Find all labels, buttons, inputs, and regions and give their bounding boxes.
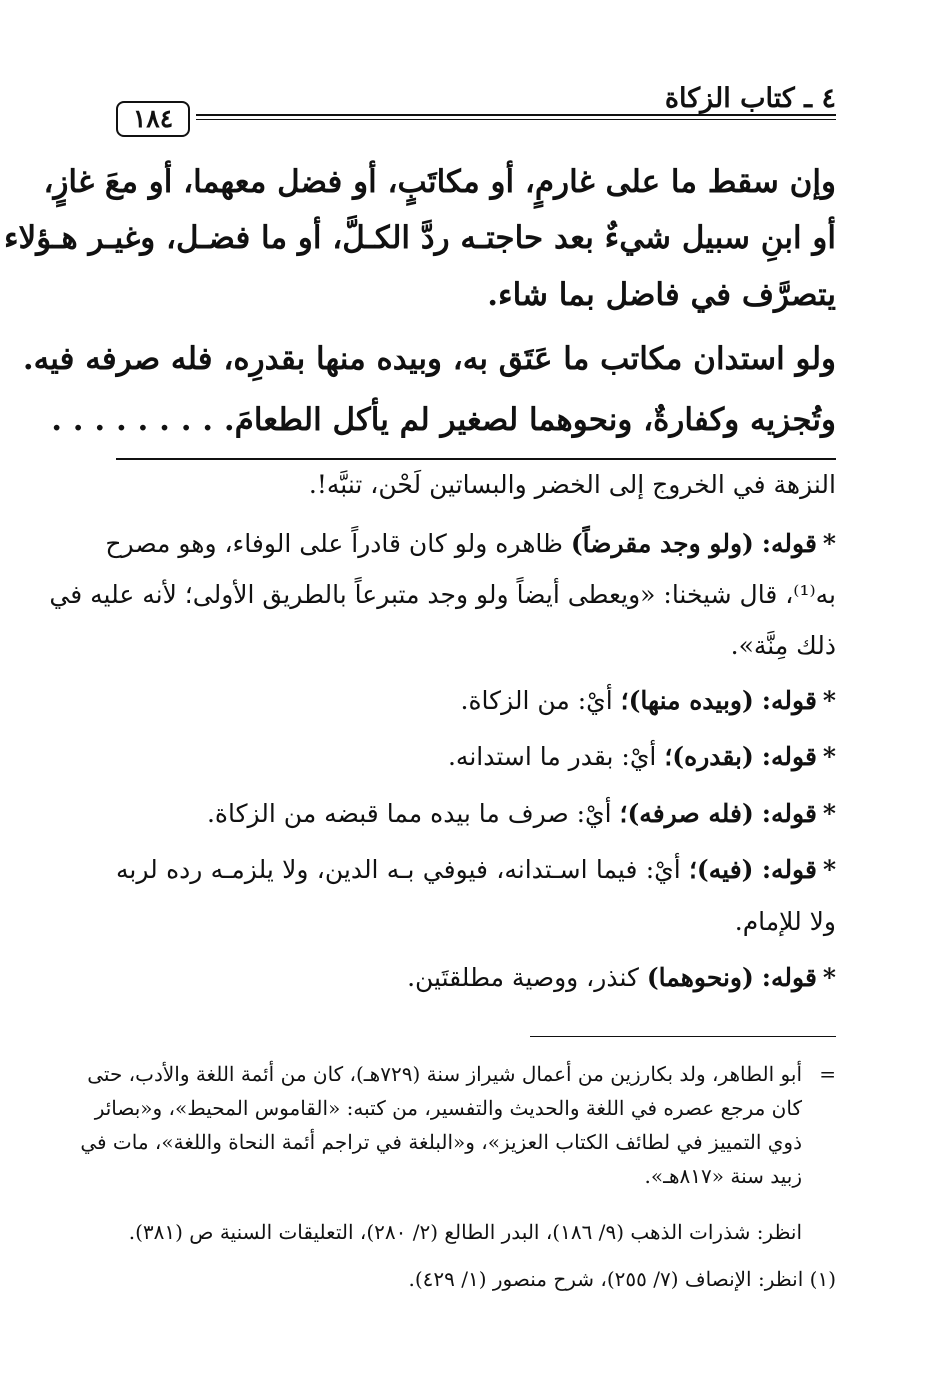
matn-line-5: وتُجزيه وكفارةٌ، ونحوهما لصغير لم يأكل الطعامَ. . . . . . . . . <box>51 402 836 438</box>
commentary-text: أيْ: صرف ما بيده مما قبضه من الزكاة. <box>206 799 612 828</box>
commentary-text: أيْ: من الزكاة. <box>460 686 613 715</box>
matn-line-4: ولو استدان مكاتب ما عَتَق به، وبيده منها بقدرِه، فله صرفه فيه. <box>22 341 836 377</box>
sharh-p1-line3: ذلك مِنَّة». <box>730 631 836 660</box>
sharh-p6 <box>407 958 836 998</box>
qawluhu-label: قوله: <box>761 799 817 828</box>
footnote-cont-line-1: أبو الطاهر، ولد بكارزين من أعمال شيراز سنة (٧٢٩هـ)، كان من أئمة اللغة والأدب، حتى <box>87 1062 802 1086</box>
matn-sharh-divider <box>116 458 836 460</box>
commentary-text: ظاهره ولو كان قادراً على الوفاء، وهو مصرح <box>105 529 563 558</box>
quoted-phrase: (فيه)؛ <box>688 855 754 884</box>
qawluhu-label: قوله: <box>761 686 817 715</box>
bullet-star: * <box>822 742 836 771</box>
footnote-continuation-mark: = <box>819 1062 836 1086</box>
qawluhu-label: قوله: <box>761 742 817 771</box>
quoted-phrase: (بقدره)؛ <box>664 742 754 771</box>
sharh-continuation: النزهة في الخروج إلى الخضر والبساتين لَحْن، تنبَّه!. <box>308 470 836 499</box>
sharh-p5-line2: ولا للإمام. <box>734 907 836 936</box>
page-number: ١٨٤ <box>116 101 190 137</box>
footnote-cont-line-4: زبيد سنة «٨١٧هـ». <box>644 1164 802 1188</box>
header-rule <box>196 114 836 120</box>
bullet-star: * <box>822 529 836 558</box>
footnote-separator <box>530 1036 836 1037</box>
sharh-p2 <box>461 681 836 721</box>
sharh-p5-line1 <box>116 850 836 890</box>
quoted-phrase: (ولو وجد مقرضاً) <box>570 529 754 558</box>
bullet-star: * <box>822 963 836 992</box>
qawluhu-label: قوله: <box>761 855 817 884</box>
sharh-p1-line1 <box>105 524 836 564</box>
quoted-phrase: (ونحوهما) <box>646 963 754 992</box>
qawluhu-label: قوله: <box>761 963 817 992</box>
matn-line-1: وإن سقط ما على غارمٍ، أو مكاتَبٍ، أو فضل معهما، أو معَ غازٍ، <box>43 164 836 200</box>
footnote-1: (١) انظر: الإنصاف (٧/ ٢٥٥)، شرح منصور (١/ ٤٢٩). <box>408 1267 836 1291</box>
matn-line-2: أو ابنِ سبيل شيءٌ بعد حاجتـه ردَّ الكـلَّ، أو ما فضـل، وغيـر هـؤلاء <box>3 220 836 256</box>
qawluhu-label: قوله: <box>761 529 817 558</box>
bullet-star: * <box>822 799 836 828</box>
bullet-star: * <box>822 686 836 715</box>
bullet-star: * <box>822 855 837 884</box>
commentary-text: أيْ: بقدر ما استدانه. <box>447 742 657 771</box>
footnote-cont-line-2: كان مرجع عصره في اللغة والحديث والتفسير، من كتبه: «القاموس المحيط»، و«بصائر <box>94 1096 802 1120</box>
quoted-phrase: (فله صرفه)؛ <box>619 799 754 828</box>
quoted-phrase: (وبيده منها)؛ <box>620 686 754 715</box>
running-header-title: ٤ ـ كتاب الزكاة <box>664 83 836 114</box>
footnote-cont-line-3: ذوي التمييز في لطائف الكتاب العزيز»، و«البلغة في تراجم أئمة النحاة واللغة»، مات في <box>80 1130 802 1154</box>
matn-line-3: يتصرَّف في فاضل بما شاء. <box>487 277 836 313</box>
footnote-sources: انظر: شذرات الذهب (٩/ ١٨٦)، البدر الطالع (٢/ ٢٨٠)، التعليقات السنية ص (٣٨١). <box>128 1220 802 1244</box>
commentary-text: كنذر، ووصية مطلقتَين. <box>407 963 639 992</box>
sharh-p3 <box>448 737 836 777</box>
commentary-text: أيْ: فيما اسـتدانه، فيوفي بـه الدين، ولا يلزمـه رده لربه <box>116 855 681 884</box>
sharh-p1-line2: به⁽¹⁾، قال شيخنا: «ويعطى أيضاً ولو وجد متبرعاً بالطريق الأولى؛ لأنه عليه في <box>49 580 836 609</box>
sharh-p4 <box>207 794 836 834</box>
